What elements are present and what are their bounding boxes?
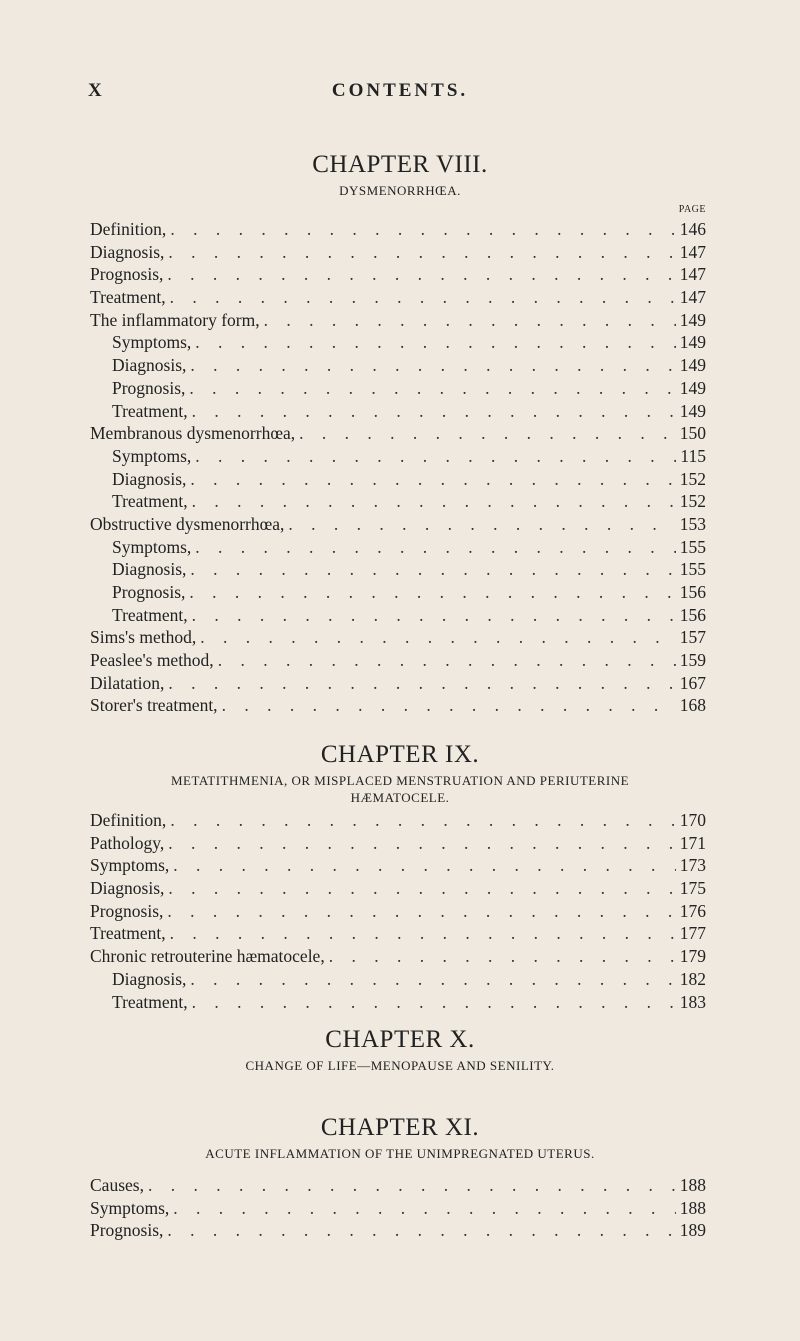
dot-leader — [329, 945, 676, 968]
chapter-title: CHAPTER XI. — [320, 1114, 480, 1141]
toc-entry — [90, 377, 706, 400]
dot-leader — [200, 626, 676, 649]
toc-entry-page: 175 — [679, 878, 706, 899]
toc-entry-page: 159 — [679, 650, 706, 671]
toc-entry-page: 156 — [679, 582, 706, 602]
toc-entry-label: Treatment, — [90, 287, 166, 308]
running-head — [0, 80, 800, 110]
toc-entry — [90, 649, 706, 672]
dot-leader — [190, 968, 675, 991]
toc-entry-page: 149 — [679, 377, 706, 398]
chapter-xi-heading — [0, 1113, 800, 1162]
chapter-subtitle-line2: HÆMATOCELE. — [350, 790, 450, 805]
toc-entry-page: 157 — [679, 627, 706, 648]
toc-entry-page: 115 — [680, 445, 706, 466]
toc-entry — [90, 900, 706, 923]
toc-entry — [90, 1219, 706, 1242]
toc-entry — [90, 581, 706, 604]
toc-entry — [90, 832, 706, 855]
toc-entry-page: 155 — [679, 536, 706, 557]
toc-entry-label: Storer's treatment, — [90, 695, 218, 716]
toc-entry — [90, 309, 706, 332]
toc-entry — [90, 945, 706, 968]
toc-entry-label: Treatment, — [90, 923, 166, 944]
dot-leader — [192, 490, 676, 513]
toc-entry-page: 168 — [679, 695, 706, 716]
dot-leader — [264, 309, 676, 332]
toc-entry-label: Symptoms, — [112, 536, 192, 557]
toc-entry-page: 147 — [679, 241, 706, 262]
dot-leader — [190, 558, 675, 581]
toc-entry — [90, 1197, 706, 1220]
dot-leader — [222, 694, 676, 717]
toc-entry-page: 188 — [679, 1197, 706, 1218]
toc-entry-page: 152 — [679, 491, 706, 512]
dot-leader — [218, 649, 676, 672]
dot-leader — [170, 922, 676, 945]
toc-entry-page: 177 — [679, 923, 706, 944]
toc-entry-label: Prognosis, — [90, 1220, 164, 1241]
toc-entry-page: 182 — [679, 968, 706, 989]
dot-leader — [167, 900, 675, 923]
dot-leader — [167, 1219, 675, 1242]
chapter-subtitle: METATITHMENIA, OR MISPLACED MENSTRUATION AND PERIUTERINE — [170, 773, 630, 788]
toc-entry-label: Diagnosis, — [112, 968, 187, 989]
toc-entry — [90, 968, 706, 991]
chapter-title: CHAPTER X. — [325, 1026, 475, 1053]
dot-leader — [167, 263, 675, 286]
toc-entry — [90, 445, 706, 468]
dot-leader — [192, 604, 676, 627]
toc-entry — [90, 922, 706, 945]
toc-entry — [90, 263, 706, 286]
toc-entry — [90, 468, 706, 491]
toc-entry-page: 189 — [679, 1220, 706, 1241]
toc-entry-label: Definition, — [90, 810, 167, 830]
dot-leader — [195, 331, 675, 354]
toc-entry — [90, 809, 706, 832]
dot-leader — [170, 218, 675, 241]
chapter-title: CHAPTER VIII. — [312, 151, 488, 178]
toc-entry-label: Symptoms, — [112, 445, 192, 466]
toc-entry-page: 170 — [679, 810, 706, 830]
toc-entry-label: Symptoms, — [90, 1197, 170, 1218]
toc-entry — [90, 422, 706, 445]
dot-leader — [195, 445, 676, 468]
toc-entry-page: 150 — [679, 423, 706, 444]
toc-entry — [90, 241, 706, 264]
dot-leader — [168, 241, 675, 264]
toc-entry — [90, 218, 706, 241]
toc-entry-label: Diagnosis, — [90, 241, 165, 262]
toc-entry-label: Obstructive dysmenorrhœa, — [90, 513, 285, 534]
dot-leader — [192, 400, 676, 423]
dot-leader — [173, 1197, 675, 1220]
toc-entry-label: Symptoms, — [112, 332, 192, 353]
toc-entry-label: Diagnosis, — [112, 559, 187, 580]
dot-leader — [168, 672, 675, 695]
toc-entry — [90, 400, 706, 423]
chapter-subtitle: ACUTE INFLAMMATION OF THE UNIMPREGNATED UTERUS. — [205, 1146, 595, 1161]
toc-entry — [90, 991, 706, 1014]
toc-entry — [90, 536, 706, 559]
toc-entry-page: 171 — [679, 832, 706, 853]
dot-leader — [170, 286, 676, 309]
toc-entry-label: Prognosis, — [112, 377, 186, 398]
toc-entry-label: Diagnosis, — [90, 878, 165, 899]
dot-leader — [288, 513, 675, 536]
page-column-label: PAGE — [678, 204, 706, 215]
toc-entry-label: Diagnosis, — [112, 468, 187, 489]
toc-entry — [90, 286, 706, 309]
toc-entry-label: Pathology, — [90, 832, 165, 853]
toc-entry — [90, 1174, 706, 1197]
toc-entry-label: Dilatation, — [90, 672, 165, 693]
toc-entry-label: Treatment, — [112, 491, 188, 512]
toc-entry-label: Prognosis, — [90, 900, 164, 921]
toc-entry-label: Treatment, — [112, 604, 188, 625]
toc-entry-label: Treatment, — [112, 400, 188, 421]
toc-entry-page: 147 — [679, 264, 706, 285]
chapter-ix-entries — [90, 809, 706, 1013]
dot-leader — [299, 422, 676, 445]
toc-entry-label: Peaslee's method, — [90, 650, 214, 671]
toc-entry — [90, 558, 706, 581]
toc-entry-label: Prognosis, — [112, 582, 186, 602]
toc-entry — [90, 331, 706, 354]
toc-entry-label: Definition, — [90, 219, 167, 239]
running-title: CONTENTS. — [331, 80, 469, 101]
toc-entry — [90, 604, 706, 627]
chapter-x-heading — [0, 1025, 800, 1074]
toc-entry-page: 149 — [679, 332, 706, 353]
toc-entry-page: 183 — [679, 991, 706, 1012]
toc-entry-page: 149 — [679, 355, 706, 376]
toc-entry-label: Chronic retrouterine hæmatocele, — [90, 946, 325, 967]
toc-entry-label: Treatment, — [112, 991, 188, 1012]
dot-leader — [192, 991, 676, 1014]
toc-entry-page: 156 — [679, 604, 706, 625]
toc-entry-label: Symptoms, — [90, 855, 170, 876]
toc-entry-page: 179 — [679, 946, 706, 967]
dot-leader — [173, 854, 675, 877]
toc-entry-label: Sims's method, — [90, 627, 197, 648]
chapter-subtitle: CHANGE OF LIFE—MENOPAUSE AND SENILITY. — [245, 1058, 555, 1073]
chapter-viii-heading — [0, 150, 800, 199]
dot-leader — [168, 877, 675, 900]
toc-entry-page: 153 — [679, 513, 706, 534]
dot-leader — [168, 832, 676, 855]
toc-entry — [90, 490, 706, 513]
toc-entry-page: 176 — [679, 900, 706, 921]
toc-entry-page: 149 — [679, 309, 706, 330]
toc-entry — [90, 877, 706, 900]
dot-leader — [170, 809, 675, 832]
dot-leader — [195, 536, 675, 559]
toc-entry-label: The inflammatory form, — [90, 309, 260, 330]
dot-leader — [148, 1174, 676, 1197]
toc-entry — [90, 354, 706, 377]
dot-leader — [190, 468, 675, 491]
toc-entry — [90, 854, 706, 877]
toc-entry-label: Diagnosis, — [112, 355, 187, 376]
dot-leader — [189, 377, 675, 400]
page-numeral: X — [88, 80, 104, 101]
chapter-title: CHAPTER IX. — [320, 741, 480, 768]
toc-entry-page: 167 — [679, 672, 706, 693]
toc-entry-page: 146 — [679, 219, 706, 239]
toc-entry-page: 188 — [679, 1175, 706, 1195]
toc-entry-page: 149 — [679, 400, 706, 421]
toc-entry-page: 155 — [679, 559, 706, 580]
chapter-subtitle: DYSMENORRHŒA. — [339, 183, 461, 198]
chapter-xi-entries — [90, 1174, 706, 1242]
toc-entry-label: Causes, — [90, 1175, 144, 1195]
toc-entry — [90, 626, 706, 649]
toc-entry-page: 152 — [679, 468, 706, 489]
dot-leader — [190, 354, 675, 377]
toc-entry — [90, 672, 706, 695]
toc-entry — [90, 694, 706, 717]
toc-entry-page: 173 — [679, 855, 706, 876]
toc-entry-page: 147 — [679, 287, 706, 308]
toc-entry-label: Membranous dysmenorrhœa, — [90, 423, 296, 444]
toc-entry — [90, 513, 706, 536]
chapter-ix-heading — [0, 740, 800, 806]
dot-leader — [189, 581, 675, 604]
chapter-viii-entries — [90, 218, 706, 717]
toc-entry-label: Prognosis, — [90, 264, 164, 285]
